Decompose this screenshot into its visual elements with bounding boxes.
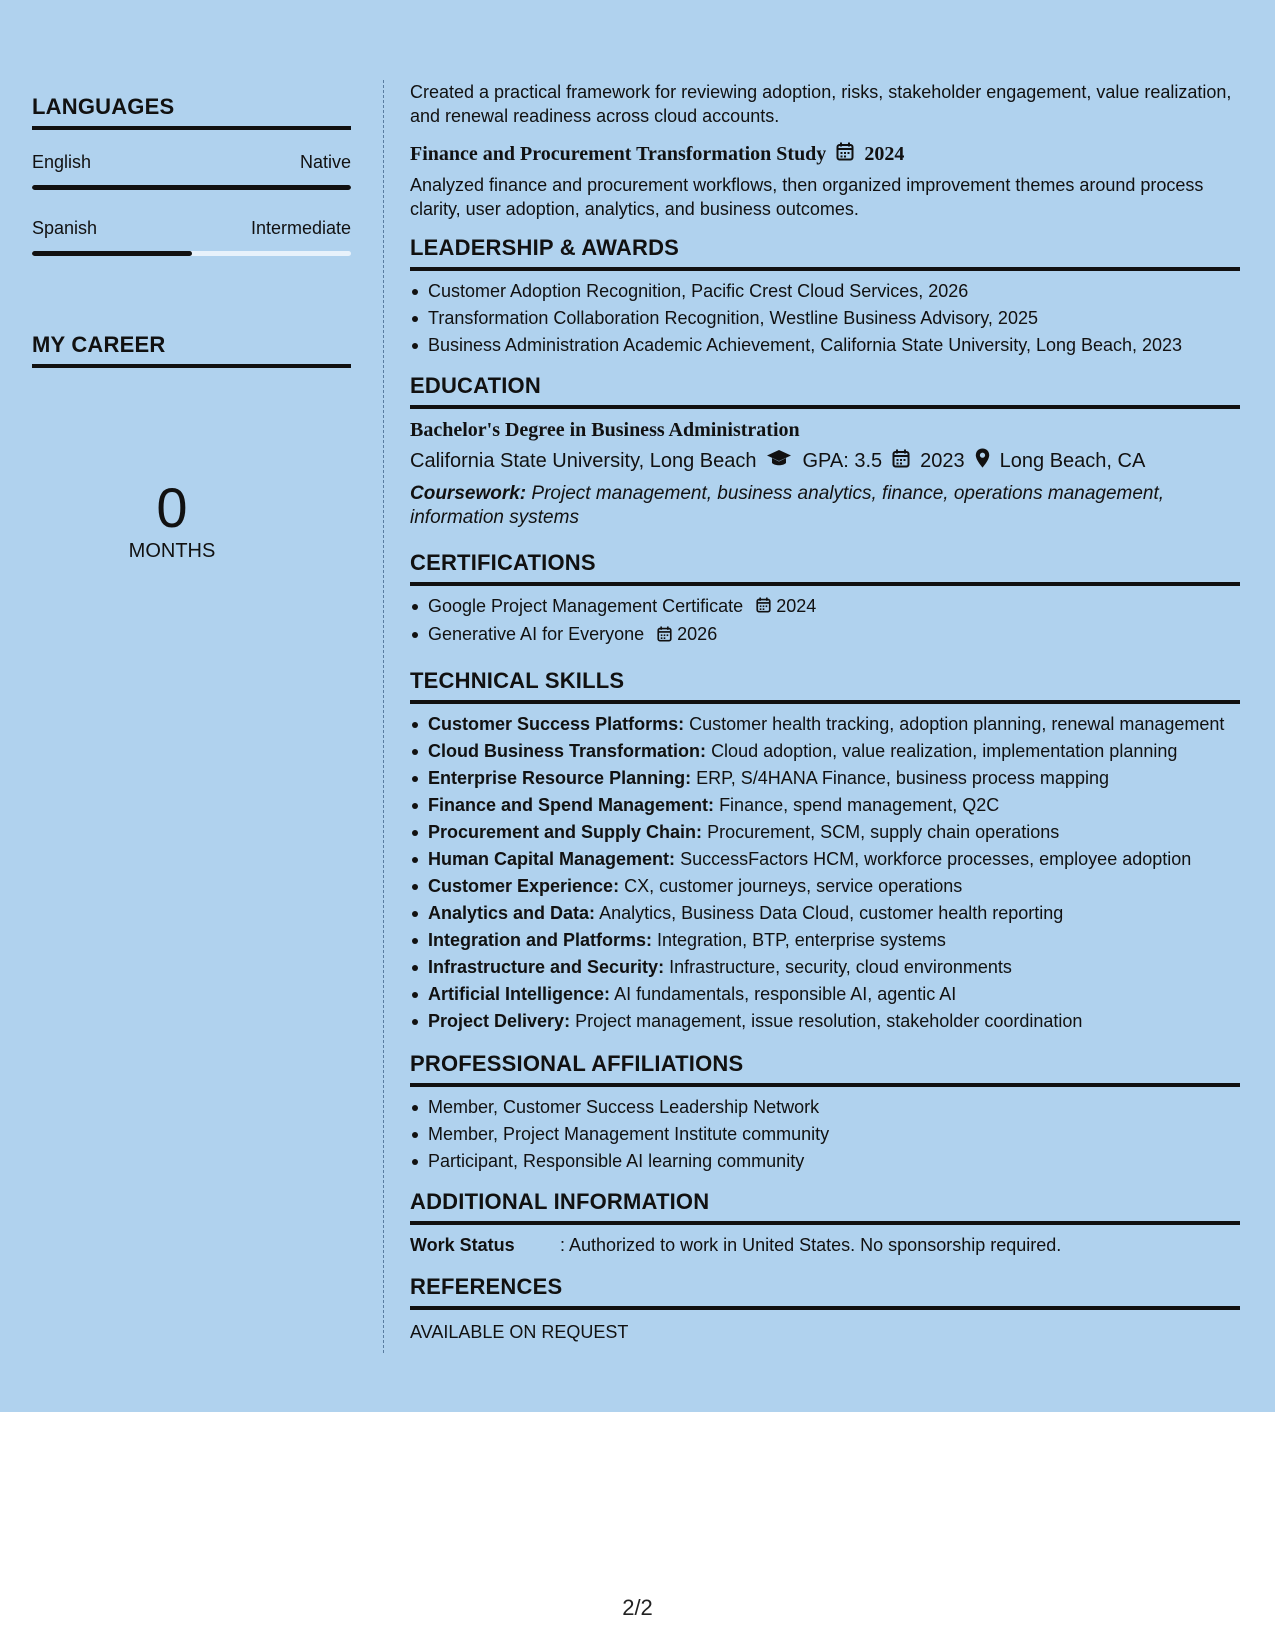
project-description: Analyzed finance and procurement workflows, then organized improvement themes around process clarity, user adoption, analytics, and business outcomes. <box>410 175 1204 219</box>
certifications-title: CERTIFICATIONS <box>410 550 1240 586</box>
skill-label: Customer Success Platforms: <box>428 713 685 734</box>
education-year: 2023 <box>920 449 965 472</box>
project-title-row <box>410 142 1240 167</box>
education-coursework <box>410 482 1240 530</box>
skill-text: Finance, spend management, Q2C <box>719 794 1000 815</box>
right-column <box>410 80 1240 1343</box>
skill-text: Project management, issue resolution, stakeholder coordination <box>575 1010 1083 1031</box>
language-level: Native <box>299 152 351 172</box>
work-status-row <box>410 1235 1240 1256</box>
skill-item <box>410 820 1240 844</box>
certification-item <box>410 622 1240 647</box>
skill-text: Cloud adoption, value realization, implementation planning <box>711 740 1178 761</box>
certification-item <box>410 594 1240 619</box>
coursework-text: Project management, business analytics, finance, operations management, information systems <box>410 483 1165 528</box>
references-title: REFERENCES <box>410 1274 1240 1310</box>
calendar-icon <box>892 449 910 474</box>
skill-text: CX, customer journeys, service operations <box>624 875 963 896</box>
skill-text: ERP, S/4HANA Finance, business process mapping <box>696 767 1109 788</box>
page-number: 2/2 <box>622 1595 653 1620</box>
skill-text: AI fundamentals, responsible AI, agentic AI <box>614 983 957 1004</box>
career-months-unit: MONTHS <box>128 540 216 562</box>
skill-text: Analytics, Business Data Cloud, customer health reporting <box>599 902 1064 923</box>
education-location: Long Beach, CA <box>999 449 1146 472</box>
education-degree: Bachelor's Degree in Business Administration <box>410 419 800 441</box>
affiliations-section <box>410 1051 1240 1173</box>
skill-label: Integration and Platforms: <box>428 929 653 950</box>
language-proficiency-bar <box>32 185 351 190</box>
language-name: Spanish <box>32 218 98 238</box>
project-year: 2024 <box>864 143 905 165</box>
skill-label: Infrastructure and Security: <box>428 956 665 977</box>
skill-label: Customer Experience: <box>428 875 620 896</box>
affiliations-title: PROFESSIONAL AFFILIATIONS <box>410 1051 1240 1087</box>
left-column <box>32 94 351 563</box>
skill-item <box>410 874 1240 898</box>
list-item: Business Administration Academic Achievement, California State University, Long Beach, 2023 <box>410 333 1240 357</box>
skill-item <box>410 739 1240 763</box>
language-level: Intermediate <box>250 218 351 238</box>
calendar-icon <box>836 142 854 167</box>
skill-label: Artificial Intelligence: <box>428 983 611 1004</box>
skill-label: Finance and Spend Management: <box>428 794 715 815</box>
career-title: MY CAREER <box>32 332 351 368</box>
career-counter <box>32 476 312 563</box>
calendar-icon <box>657 624 672 648</box>
language-proficiency-fill <box>32 185 351 190</box>
leadership-title: LEADERSHIP & AWARDS <box>410 235 1240 271</box>
references-section <box>410 1274 1240 1343</box>
skill-item <box>410 982 1240 1006</box>
project-intro-text: Created a practical framework for reviewing adoption, risks, stakeholder engagement, value realization, and renewal readiness across cloud accounts. <box>410 82 1232 126</box>
certification-name: Generative AI for Everyone <box>428 624 645 645</box>
certification-year: 2024 <box>776 596 817 616</box>
graduation-cap-icon <box>766 449 792 473</box>
skill-label: Enterprise Resource Planning: <box>428 767 692 788</box>
coursework-label: Coursework: <box>410 483 527 504</box>
work-status-value: : Authorized to work in United States. No sponsorship required. <box>560 1234 1062 1255</box>
additional-title: ADDITIONAL INFORMATION <box>410 1189 1240 1225</box>
skill-item <box>410 928 1240 952</box>
additional-section <box>410 1189 1240 1256</box>
language-proficiency-bar <box>32 251 351 256</box>
list-item: Transformation Collaboration Recognition, Westline Business Advisory, 2025 <box>410 306 1240 330</box>
skill-item <box>410 793 1240 817</box>
references-text: AVAILABLE ON REQUEST <box>410 1321 629 1342</box>
education-title: EDUCATION <box>410 373 1240 409</box>
education-gpa: GPA: 3.5 <box>802 449 883 472</box>
education-school: California State University, Long Beach <box>410 449 757 472</box>
skill-label: Cloud Business Transformation: <box>428 740 707 761</box>
skill-text: Infrastructure, security, cloud environments <box>669 956 1012 977</box>
skill-item <box>410 847 1240 871</box>
skill-text: SuccessFactors HCM, workforce processes, employee adoption <box>680 848 1192 869</box>
career-section <box>32 332 351 563</box>
list-item: Customer Adoption Recognition, Pacific Crest Cloud Services, 2026 <box>410 279 1240 303</box>
career-months-value: 0 <box>156 476 188 539</box>
skill-text: Customer health tracking, adoption planning, renewal management <box>689 713 1225 734</box>
language-entry <box>32 218 351 256</box>
skill-label: Procurement and Supply Chain: <box>428 821 703 842</box>
list-item: Member, Customer Success Leadership Network <box>410 1095 1240 1119</box>
language-name: English <box>32 152 92 172</box>
skills-title: TECHNICAL SKILLS <box>410 668 1240 704</box>
skill-item <box>410 1009 1240 1033</box>
location-pin-icon <box>975 448 990 474</box>
list-item: Participant, Responsible AI learning community <box>410 1149 1240 1173</box>
languages-title: LANGUAGES <box>32 94 351 130</box>
skill-item <box>410 712 1240 736</box>
skill-text: Integration, BTP, enterprise systems <box>657 929 946 950</box>
work-status-label: Work Status <box>410 1234 515 1255</box>
certifications-section <box>410 550 1240 648</box>
certification-name: Google Project Management Certificate <box>428 596 744 616</box>
calendar-icon <box>756 595 771 619</box>
language-proficiency-fill <box>32 251 192 256</box>
skill-item <box>410 901 1240 925</box>
language-entry <box>32 152 351 190</box>
certification-year: 2026 <box>677 624 718 645</box>
skill-label: Project Delivery: <box>428 1010 571 1031</box>
education-section <box>410 373 1240 530</box>
project-title: Finance and Procurement Transformation Study <box>410 143 827 165</box>
skill-item <box>410 766 1240 790</box>
leadership-section <box>410 235 1240 357</box>
list-item: Member, Project Management Institute community <box>410 1122 1240 1146</box>
skill-text: Procurement, SCM, supply chain operations <box>707 821 1060 842</box>
skill-item <box>410 955 1240 979</box>
skills-section <box>410 668 1240 1033</box>
education-meta <box>410 448 1240 474</box>
skill-label: Human Capital Management: <box>428 848 676 869</box>
column-divider <box>383 80 384 1353</box>
skill-label: Analytics and Data: <box>428 902 596 923</box>
